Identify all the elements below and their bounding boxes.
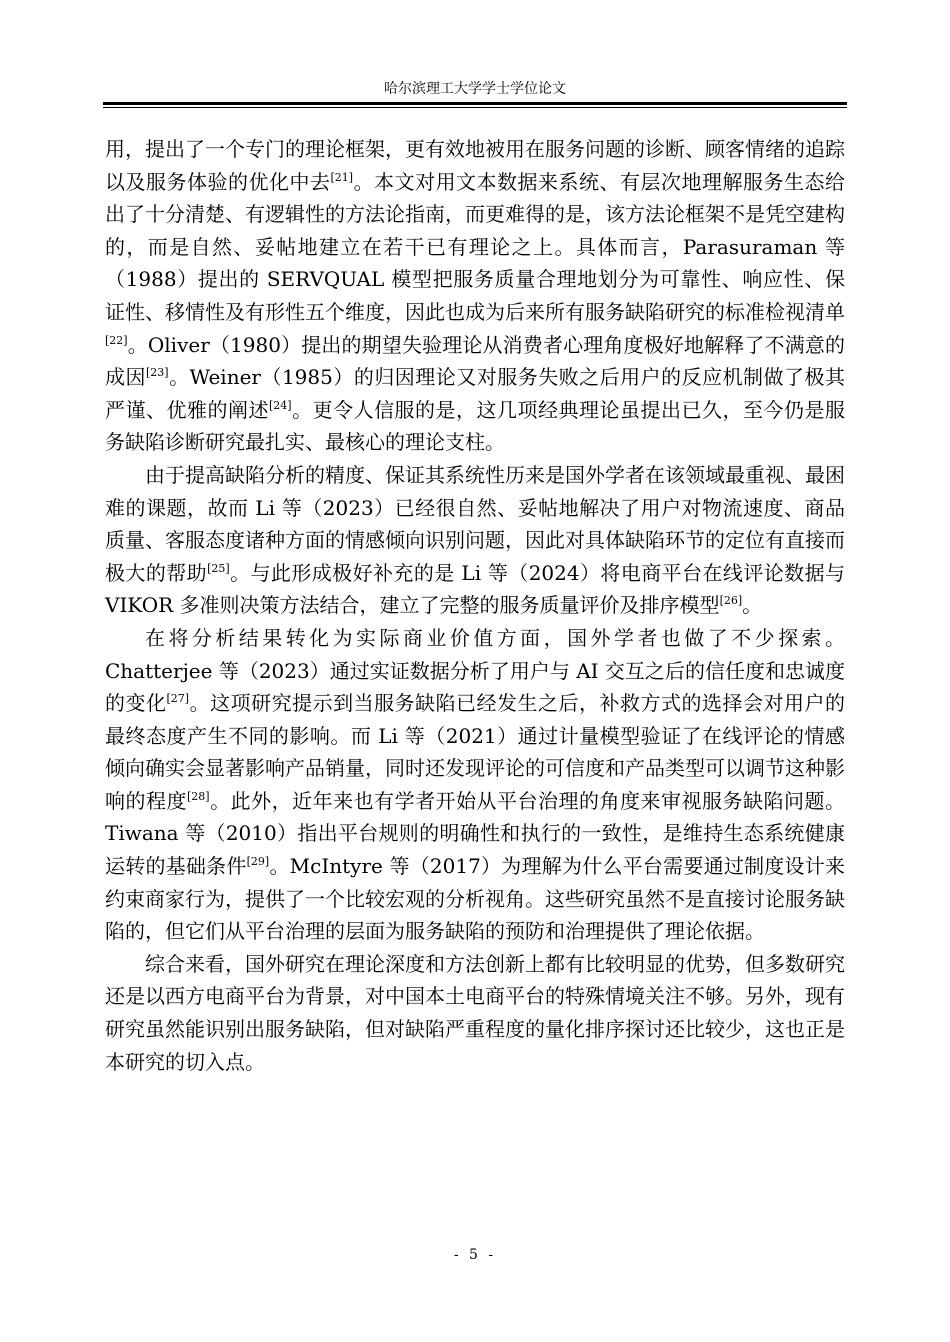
page-number: - 5 -: [453, 1247, 497, 1263]
header-rule-thin: [103, 107, 847, 108]
citation-ref: [29]: [246, 855, 270, 869]
citation-ref: [25]: [207, 561, 230, 575]
running-header: 哈尔滨理工大学学士学位论文: [384, 81, 566, 97]
text-run: 。此外，近年来也有学者开始从平台治理的角度来审视服务缺陷问题。Tiwana 等（2010）指出平台规则的明确性和执行的一致性，是维持生态系统健康运转的基础条件: [105, 788, 846, 879]
citation-ref: [24]: [268, 398, 292, 412]
citation-ref: [27]: [166, 692, 190, 706]
text-run: 由于提高缺陷分析的精度、保证其系统性历来是国外学者在该领域最重视、最困难的课题，故而 Li 等（2023）已经很自然、妥帖地解决了用户对物流速度、商品质量、客服态度诸种方面的情感倾向识别问题，因此对具体缺陷环节的定位有直接而极大的帮助: [105, 462, 845, 585]
citation-ref: [26]: [719, 594, 743, 608]
citation-ref: [21]: [330, 170, 354, 184]
paragraph: [105, 459, 845, 622]
text-run: 。这项研究提示到当服务缺陷已经发生之后，补救方式的选择会对用户的最终态度产生不同的影响。而 Li 等（2021）通过计量模型验证了在线评论的情感倾向确实会显著影响产品销量，同时还发现评论的可信度和产品类型可以调节这种影响的程度: [105, 691, 846, 813]
body-text: [105, 133, 845, 1078]
text-run: 。更令人信服的是，这几项经典理论虽提出已久，至今仍是服务缺陷诊断研究最扎实、最核心的理论支柱。: [105, 397, 846, 455]
text-run: 。Oliver（1980）提出的期望失验理论从消费者心理角度极好地解释了不满意的成因: [105, 332, 845, 390]
text-run: 。与此形成极好补充的是 Li 等（2024）将电商平台在线评论数据与 VIKOR 多准则决策方法结合，建立了完整的服务质量评价及排序模型: [105, 560, 845, 618]
text-run: 用，提出了一个专门的理论框架，更有效地被用在服务问题的诊断、顾客情绪的追踪以及服务体验的优化中去: [105, 137, 845, 194]
text-run: 。: [742, 593, 763, 618]
text-run: 。McIntyre 等（2017）为理解为什么平台需要通过制度设计来约束商家行为，提供了一个比较宏观的分析视角。这些研究虽然不是直接讨论服务缺陷的，但它们从平台治理的层面为服务缺陷的预防和治理提供了理论依据。: [105, 854, 845, 944]
citation-ref: [22]: [105, 333, 128, 347]
text-run: 。Weiner（1985）的归因理论又对服务失败之后用户的反应机制做了极其严谨、优雅的阐述: [105, 365, 846, 422]
citation-ref: [23]: [145, 366, 169, 380]
paragraph: [105, 948, 845, 1078]
text-run: 综合来看，国外研究在理论深度和方法创新上都有比较明显的优势，但多数研究还是以西方电商平台为背景，对中国本土电商平台的特殊情境关注不够。另外，现有研究虽然能识别出服务缺陷，但对缺陷严重程度的量化排序探讨还比较少，这也正是本研究的切入点。: [105, 951, 845, 1074]
paragraph: [105, 133, 845, 459]
citation-ref: [28]: [187, 789, 210, 803]
header-rule-thick: [103, 102, 847, 105]
text-run: 在将分析结果转化为实际商业价值方面，国外学者也做了不少探索。Chatterjee 等（2023）通过实证数据分析了用户与 AI 交互之后的信任度和忠诚度的变化: [105, 625, 845, 716]
paragraph: [105, 622, 845, 948]
text-run: 。本文对用文本数据来系统、有层次地理解服务生态给出了十分清楚、有逻辑性的方法论指南，而更难得的是，该方法论框架不是凭空建构的，而是自然、妥帖地建立在若干已有理论之上。具体而言，Parasuraman 等（1988）提出的 SERVQUAL 模型把服务质量合理地划分为可靠性、响应性、保证性、移情性及有形性五个维度，因此也成为后来所有服务缺陷研究的标准检视清单: [105, 169, 846, 324]
